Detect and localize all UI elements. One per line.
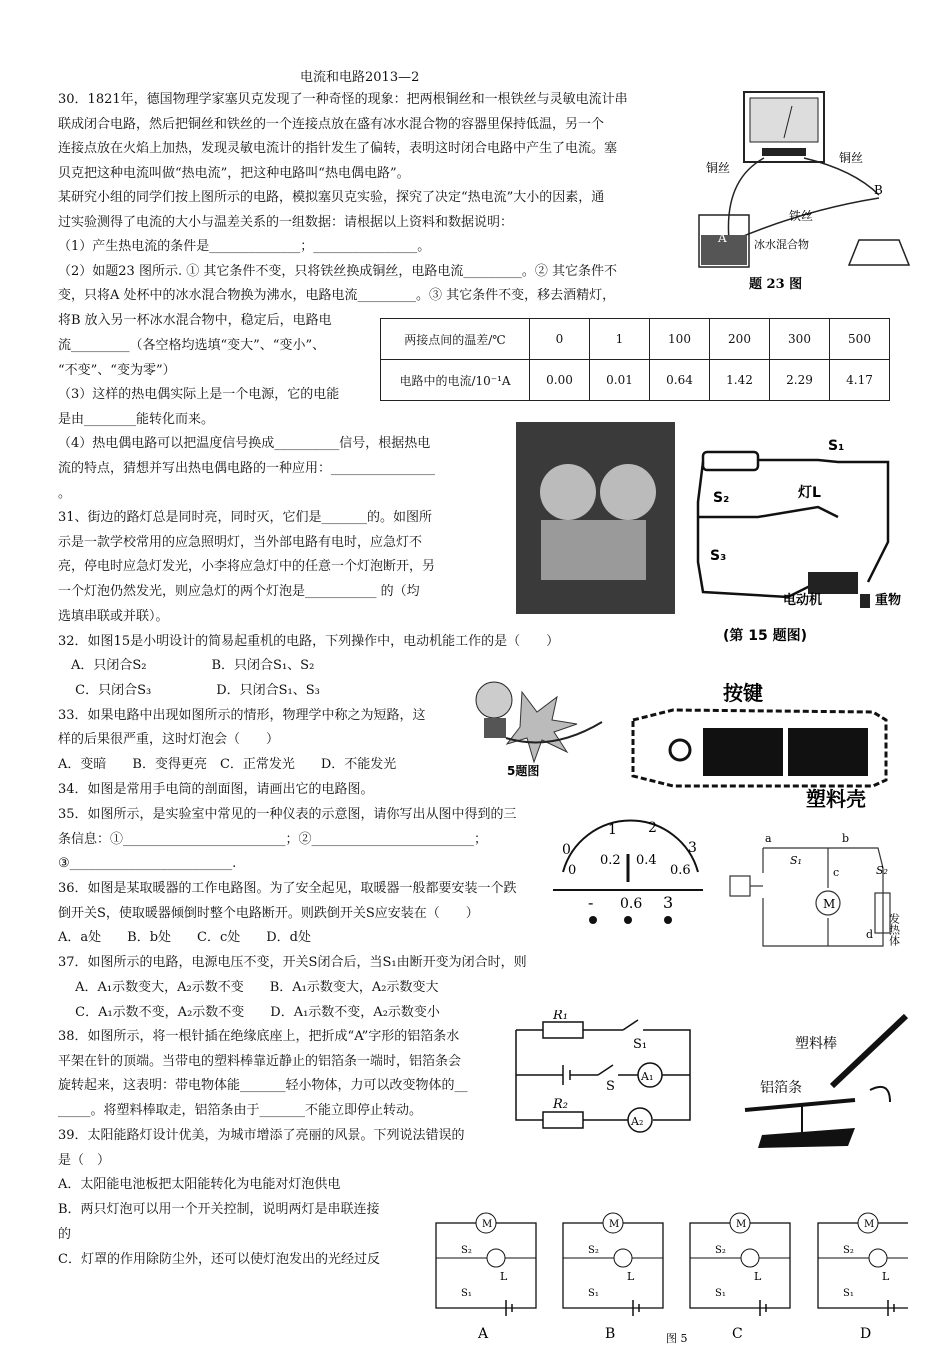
fig39-options — [428, 1208, 908, 1344]
resistor-r1 — [543, 1022, 583, 1038]
fig-short-circuit — [462, 672, 612, 782]
text-line: 37．如图所示的电路，电源电压不变，开关S闭合后，当S₁由断开变为闭合时，则 — [58, 955, 527, 970]
r2-label: R₂ — [553, 1097, 568, 1112]
text-line: 是（ ） — [58, 1153, 111, 1168]
s-label: S — [606, 1079, 615, 1094]
copper-left-label: 铜丝 — [706, 161, 731, 175]
text-line: 的 — [58, 1227, 72, 1242]
table-cell: 200 — [710, 319, 770, 360]
top-scale-0: 0 — [562, 842, 571, 858]
text-line: 亮，停电时应急灯发光，小李将应急灯中的任意一个灯泡断开，另 — [58, 559, 436, 574]
terminal-3: 3 — [663, 893, 674, 912]
table-cell: 0 — [530, 319, 590, 360]
top-scale-3: 3 — [688, 840, 697, 856]
spark-icon — [507, 692, 577, 762]
s1-label: S₁ — [828, 438, 845, 454]
option-label: D — [860, 1326, 872, 1342]
table-row2-label: 电路中的电流/10⁻¹A — [381, 360, 530, 401]
bottom-scale-1: 0.2 — [600, 853, 621, 868]
text-line: 变，只将A 处杯中的冰水混合物换为沸水，电路电流_________。③ 其它条件不变，移去酒精灯， — [58, 288, 616, 303]
point-a-label: A — [718, 231, 727, 245]
s1-label: S₁ — [588, 1288, 599, 1299]
lamp-label: 灯L — [798, 485, 821, 501]
text-line: 38．如图所示，将一根针插在绝缘底座上，把折成“A”字形的铝箔条水 — [58, 1029, 460, 1044]
bottom-scale-3: 0.6 — [670, 863, 691, 878]
fig38-foil — [740, 1010, 920, 1150]
lamp-right — [600, 464, 656, 520]
page-label: 图 5 — [666, 1332, 688, 1344]
s1-label: S₁ — [715, 1288, 726, 1299]
text-line: 连接点放在火焰上加热，发现灵敏电流计的指针发生了偏转，表明这时闭合电路中产生了电流。塞 — [58, 141, 618, 156]
battery-pack — [703, 452, 758, 470]
battery-1 — [703, 728, 783, 776]
text-line: 流_________（各空格均选填“变大”、“变小”、 — [58, 338, 326, 353]
weight — [860, 594, 870, 608]
text-line: （1）产生热电流的条件是______________；________________。 — [58, 239, 431, 254]
option-label: C — [732, 1326, 743, 1342]
lamp-symbol — [614, 1249, 632, 1267]
text-line: 流的特点，猜想并写出热电偶电路的一种应用：________________ — [58, 461, 436, 476]
text-line: 39．太阳能路灯设计优美，为城市增添了亮丽的风景。下列说法错误的 — [58, 1128, 465, 1143]
lamp-symbol — [487, 1249, 505, 1267]
bulb-base — [484, 718, 506, 738]
torch-bulb — [670, 740, 690, 760]
table-cell: 0.00 — [530, 360, 590, 401]
circuit-option — [563, 1213, 663, 1342]
heating-element-label: 发热体 — [887, 913, 901, 946]
text-line: 将B 放入另一杯冰水混合物中，稳定后，电路电 — [58, 313, 332, 328]
text-line: 36．如图是某取暖器的工作电路图。为了安全起见，取暖器一般都要安装一个跌 — [58, 881, 517, 896]
fig-flashlight — [628, 680, 890, 810]
text-line: A．A₁示数变大，A₂示数不变 B．A₁示数变大，A₂示数变大 — [58, 980, 439, 995]
terminal-knob — [624, 916, 632, 924]
table-cell: 1.42 — [710, 360, 770, 401]
base — [758, 1128, 855, 1148]
fig15-caption: (第 15 题图) — [723, 628, 808, 644]
s1-label: S₁ — [843, 1288, 854, 1299]
galvanometer-terminals — [762, 148, 806, 156]
point-a: a — [765, 832, 772, 845]
text-line: 一个灯泡仍然发光，则应急灯的两个灯泡是___________ 的（均 — [58, 584, 420, 599]
s1-label: S₁ — [461, 1288, 472, 1299]
lamp-label: L — [754, 1270, 762, 1283]
battery-2 — [788, 728, 868, 776]
text-line: 33．如果电路中出现如图所示的情形，物理学中称之为短路，这 — [58, 708, 426, 723]
text-line: A．变暗 B．变得更亮 C．正常发光 D．不能发光 — [58, 757, 397, 772]
r1-label: R₁ — [553, 1010, 568, 1023]
shell-label: 塑料壳 — [806, 787, 866, 810]
page-title: 电流和电路2013—2 — [300, 70, 420, 85]
weight-label: 重物 — [875, 593, 902, 608]
motor-label: 电动机 — [783, 593, 823, 608]
text-line: 35．如图所示，是实验室中常见的一种仪表的示意图，请你写出从图中得到的三 — [58, 807, 517, 822]
text-line: C．A₁示数不变，A₂示数不变 D．A₁示数不变，A₂示数变小 — [58, 1005, 440, 1020]
foil-strip — [745, 1100, 855, 1110]
terminal-neg: - — [588, 893, 594, 912]
fig-heater-circuit — [718, 828, 908, 950]
table-cell: 500 — [830, 319, 890, 360]
circuit-option — [436, 1213, 536, 1342]
table-cell: 2.29 — [770, 360, 830, 401]
terminal-knob — [664, 916, 672, 924]
text-line: 31、街边的路灯总是同时亮，同时灭，它们是_______的。如图所 — [58, 510, 433, 525]
lamp-label: L — [627, 1270, 635, 1283]
galvanometer-dial — [750, 98, 818, 142]
text-line: （4）热电偶电路可以把温度信号换成__________信号，根据热电 — [58, 436, 431, 451]
text-line: 平架在针的顶端。当带电的塑料棒靠近静止的铝箔条一端时，铝箔条会 — [58, 1054, 462, 1069]
table-row1-label: 两接点间的温差/℃ — [381, 319, 530, 360]
alcohol-lamp — [849, 240, 909, 265]
fig23-thermocouple — [684, 90, 934, 295]
text-line: （3）这样的热电偶实际上是一个电源，它的电能 — [58, 387, 340, 402]
copper-right-label: 铜丝 — [839, 151, 864, 165]
text-line: A．太阳能电池板把太阳能转化为电能对灯泡供电 — [58, 1177, 341, 1192]
key-label: 按键 — [723, 681, 763, 705]
iron-label: 铁丝 — [789, 209, 814, 223]
option-label: A — [478, 1326, 489, 1342]
text-line: 联成闭合电路，然后把铜丝和铁丝的一个连接点放在盛有冰水混合物的容器里保持低温，另一个 — [58, 117, 605, 132]
a1-label: A₁ — [641, 1070, 654, 1083]
heater-s1: S₁ — [790, 854, 802, 867]
text-line: 旋转起来，这表明：带电物体能_______轻小物体，力可以改变物体的__ — [58, 1078, 468, 1093]
point-b-label: B — [874, 183, 883, 197]
a2-label: A₂ — [631, 1115, 644, 1128]
bottom-scale-2: 0.4 — [636, 853, 657, 868]
rod-label: 塑料棒 — [795, 1036, 837, 1052]
foil-label: 铝箔条 — [760, 1080, 802, 1096]
table-cell: 1 — [590, 319, 650, 360]
circuit-option — [690, 1213, 790, 1342]
text-line: 选填串联或并联）。 — [58, 609, 169, 624]
bottom-scale-0: 0 — [568, 863, 577, 878]
fig-short-caption: 5题图 — [507, 764, 540, 778]
text-line: 。 — [58, 486, 72, 501]
plastic-rod — [832, 1016, 906, 1086]
text-line: 某研究小组的同学们按上图所示的电路，模拟塞贝克实验，探究了决定“热电流”大小的因素，通 — [58, 190, 605, 205]
text-line: 是由________能转化而来。 — [58, 412, 215, 427]
resistor-r2 — [543, 1112, 583, 1128]
lamp-symbol — [869, 1249, 887, 1267]
circuit-option — [818, 1213, 908, 1342]
s2-label: S₂ — [588, 1245, 599, 1256]
lamp-label: L — [500, 1270, 508, 1283]
text-line: “不变”、“变为零”） — [58, 363, 176, 378]
text-line: 示是一款学校常用的应急照明灯，当外部电路有电时，应急灯不 — [58, 535, 423, 550]
motor-m: M — [823, 897, 836, 911]
s2-label: S₂ — [713, 490, 730, 506]
text-line: ③_________________________. — [58, 856, 237, 871]
terminal-knob — [589, 916, 597, 924]
mixture-label: 冰水混合物 — [754, 238, 809, 251]
text-line: 贝克把这种电流叫做“热电流”，把这种电路叫“热电偶电路”。 — [58, 166, 410, 181]
fig-ammeter — [548, 812, 708, 954]
table-cell: 0.64 — [650, 360, 710, 401]
point-b: b — [842, 832, 850, 845]
s1-label: S₁ — [633, 1037, 648, 1052]
motor-label: M — [482, 1219, 493, 1230]
text-line: A．只闭合S₂ B．只闭合S₁、S₂ — [58, 658, 315, 673]
top-scale-2: 2 — [648, 820, 657, 836]
text-line: 30．1821年，德国物理学家塞贝克发现了一种奇怪的现象：把两根铜丝和一根铁丝与灵敏电流计串 — [58, 92, 628, 107]
text-line: A．a处 B．b处 C．c处 D．d处 — [58, 930, 311, 945]
text-line: 32．如图15是小明设计的简易起重机的电路，下列操作中，电动机能工作的是（ ） — [58, 634, 560, 649]
s2-label: S₂ — [461, 1245, 472, 1256]
s3-label: S₃ — [710, 548, 727, 564]
bulb — [476, 682, 512, 718]
text-line: C．只闭合S₃ D．只闭合S₁、S₃ — [58, 683, 320, 698]
lamp-left — [540, 464, 596, 520]
option-label: B — [605, 1326, 616, 1342]
text-line: 34．如图是常用手电筒的剖面图，请画出它的电路图。 — [58, 782, 374, 797]
motor-label: M — [609, 1219, 620, 1230]
heater-s2: S₂ — [876, 864, 888, 877]
emergency-light-photo — [516, 422, 675, 614]
terminal-06: 0.6 — [620, 896, 643, 912]
lamp-symbol — [741, 1249, 759, 1267]
table-cell: 300 — [770, 319, 830, 360]
table-cell: 100 — [650, 319, 710, 360]
text-line: 过实验测得了电流的大小与温差关系的一组数据：请根据以上资料和数据说明： — [58, 215, 514, 230]
s2-label: S₂ — [715, 1245, 726, 1256]
lamp-body — [541, 520, 646, 580]
point-c: c — [833, 866, 840, 879]
text-line: B．两只灯泡可以用一个开关控制，说明两灯是串联连接 — [58, 1202, 380, 1217]
fig23-caption: 题 23 图 — [749, 277, 803, 292]
text-line: 倒开关S，使取暖器倾倒时整个电路断开。则跌倒开关S应安装在（ ） — [58, 906, 479, 921]
motor-label: M — [864, 1219, 875, 1230]
s2-label: S₂ — [843, 1245, 854, 1256]
text-line: 样的后果很严重，这时灯泡会（ ） — [58, 732, 280, 747]
data-table — [380, 318, 890, 401]
lamp-label: L — [882, 1270, 890, 1283]
top-scale-1: 1 — [608, 822, 617, 838]
text-line: C．灯罩的作用除防尘外，还可以使灯泡发出的光经过反 — [58, 1252, 380, 1267]
motor-label: M — [736, 1219, 747, 1230]
table-cell: 4.17 — [830, 360, 890, 401]
text-line: （2）如题23 图所示. ① 其它条件不变，只将铁丝换成铜丝，电路电流_________。② 其它条件不 — [58, 264, 617, 279]
plug — [730, 876, 750, 896]
copper-wire-left — [728, 158, 764, 240]
motor — [808, 572, 858, 594]
point-d: d — [866, 928, 874, 941]
table-cell: 0.01 — [590, 360, 650, 401]
text-line: 条信息：①_________________________；②_________________________； — [58, 832, 488, 847]
fig37-circuit — [508, 1010, 698, 1138]
text-line: _____。将塑料棒取走，铝箔条由于_______不能立即停止转动。 — [58, 1103, 423, 1118]
rotate-arrow-icon — [870, 1087, 890, 1102]
fig15-crane-circuit — [688, 422, 916, 647]
